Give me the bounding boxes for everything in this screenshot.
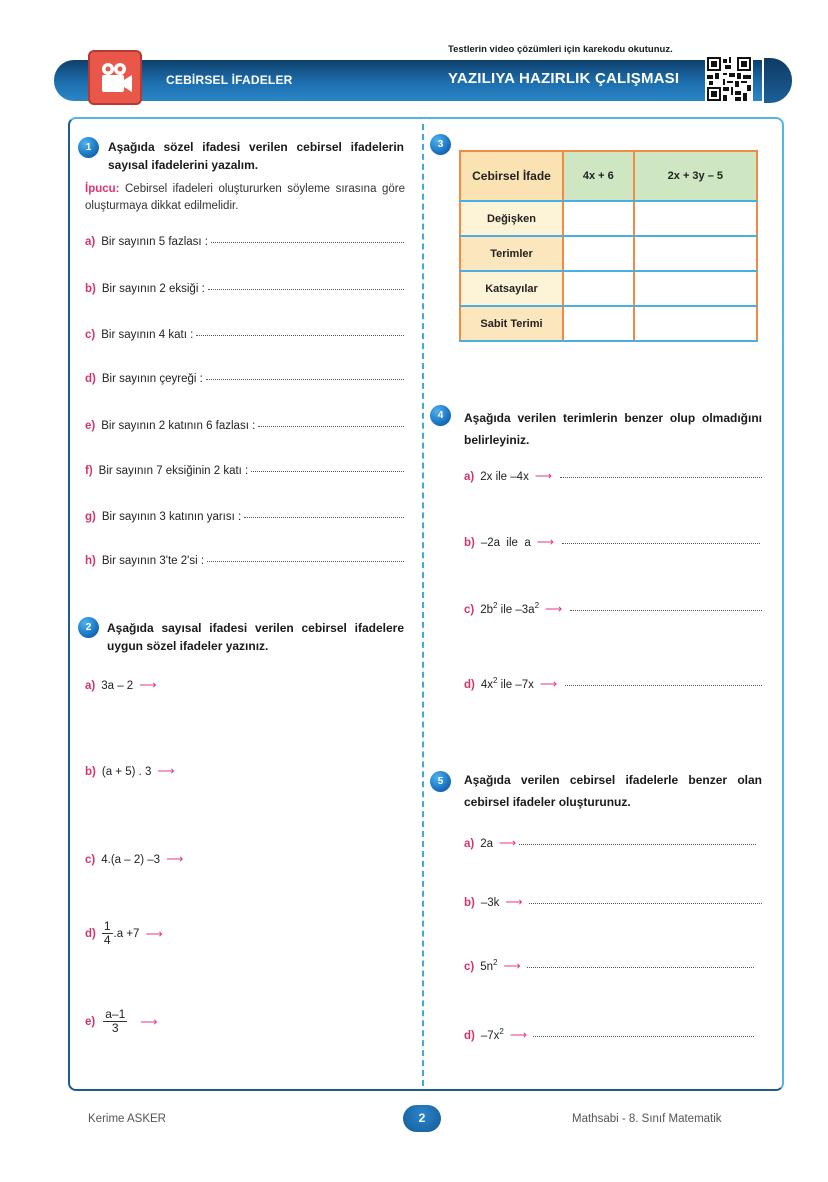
answer-blank[interactable] — [519, 844, 756, 845]
arrow-right-icon: ⟶ — [536, 535, 554, 549]
answer-line[interactable] — [85, 236, 404, 248]
answer-line[interactable] — [464, 836, 756, 850]
worksheet-title: YAZILIYA HAZIRLIK ÇALIŞMASI — [448, 70, 680, 87]
answer-line[interactable] — [85, 511, 404, 523]
author-name: Kerime ASKER — [88, 1113, 166, 1125]
item-label: g) — [85, 511, 96, 523]
question-number-badge: 5 — [430, 771, 451, 792]
item-label: f) — [85, 465, 93, 477]
item-label: c) — [464, 960, 475, 973]
answer-blank[interactable] — [565, 685, 762, 686]
answer-blank[interactable] — [244, 517, 404, 518]
table-answer-cell[interactable] — [563, 201, 634, 236]
answer-line[interactable] — [85, 373, 404, 385]
section-title: CEBİRSEL İFADELER — [166, 73, 293, 87]
arrow-right-icon: ⟶ — [499, 836, 517, 850]
answer-blank[interactable] — [251, 471, 404, 472]
hint-box — [85, 181, 405, 215]
item-label: c) — [464, 603, 475, 616]
item-label: a) — [85, 236, 96, 248]
arrow-right-icon: ⟶ — [505, 895, 523, 909]
arrow-right-icon: ⟶ — [157, 764, 175, 778]
algebra-table — [459, 150, 758, 342]
question-number-badge: 4 — [430, 405, 451, 426]
question-number-badge: 2 — [78, 617, 99, 638]
item-label: d) — [464, 678, 475, 691]
table-answer-cell[interactable] — [563, 236, 634, 271]
answer-blank[interactable] — [208, 289, 404, 290]
answer-line[interactable] — [85, 465, 404, 477]
expression: (a + 5) . 3 — [101, 766, 152, 778]
item-label: d) — [464, 1029, 475, 1042]
question-4-prompt: Aşağıda verilen terimlerin benzer olup olmadığını belirleyiniz. — [464, 411, 762, 447]
expression: 3a – 2 — [101, 680, 134, 692]
table-answer-cell[interactable] — [563, 306, 634, 341]
item-label: d) — [85, 373, 96, 385]
table-answer-cell[interactable] — [634, 271, 757, 306]
expression: $5n^2$ — [480, 958, 498, 973]
answer-line[interactable] — [464, 676, 762, 691]
table-answer-cell[interactable] — [634, 201, 757, 236]
item-label: a) — [464, 471, 475, 483]
item-label: a) — [464, 838, 475, 850]
arrow-right-icon: ⟶ — [503, 958, 521, 973]
item-label: e) — [85, 1015, 96, 1028]
header-banner-cap — [764, 58, 792, 103]
answer-blank[interactable] — [206, 379, 404, 380]
answer-line[interactable] — [464, 601, 762, 616]
item-label: c) — [85, 854, 96, 866]
hint-label: İpucu: — [85, 183, 120, 195]
answer-blank[interactable] — [211, 242, 404, 243]
arrow-right-icon: ⟶ — [534, 469, 553, 483]
expression-item — [85, 920, 163, 947]
expression: .a +7 — [113, 927, 140, 940]
arrow-right-icon: ⟶ — [140, 1014, 158, 1029]
expression: 2x ile –4x — [480, 471, 529, 483]
item-label: a) — [85, 680, 96, 692]
table-row-header: Katsayılar — [460, 271, 563, 306]
answer-line[interactable] — [85, 555, 404, 567]
item-label: e) — [85, 420, 96, 432]
answer-blank[interactable] — [527, 967, 754, 968]
item-label: h) — [85, 555, 96, 567]
item-text: Bir sayının 3 katının yarısı : — [101, 511, 242, 523]
expression: $2b^2$ ile $-3a^2$ — [480, 601, 540, 616]
table-answer-cell[interactable] — [634, 236, 757, 271]
qr-code-icon[interactable] — [705, 55, 753, 103]
series-title: Mathsabi - 8. Sınıf Matematik — [572, 1113, 722, 1125]
item-text: Bir sayının 2 eksiği : — [101, 283, 205, 295]
item-label: b) — [85, 283, 96, 295]
table-corner-header: Cebirsel İfade — [460, 151, 563, 201]
answer-blank[interactable] — [258, 426, 404, 427]
expression: $4x^2$ ile –7x — [480, 676, 534, 691]
expression-item — [85, 678, 156, 692]
expression: 2a — [480, 838, 494, 850]
answer-line[interactable] — [464, 1027, 754, 1042]
table-column-header: 2x + 3y – 5 — [634, 151, 757, 201]
item-label: b) — [464, 897, 475, 909]
expression: 4.(a – 2) –3 — [101, 854, 161, 866]
table-answer-cell[interactable] — [563, 271, 634, 306]
answer-blank[interactable] — [207, 561, 404, 562]
item-label: c) — [85, 329, 96, 341]
question-1-prompt: Aşağıda sözel ifadesi verilen cebirsel ifadelerin sayısal ifadelerini yazalım. — [108, 140, 404, 172]
item-label: b) — [85, 766, 96, 778]
arrow-right-icon: ⟶ — [139, 678, 157, 692]
expression: –2a ile a — [480, 537, 531, 549]
answer-blank[interactable] — [529, 903, 762, 904]
item-text: Bir sayının 7 eksiğinin 2 katı : — [98, 465, 249, 477]
item-text: Bir sayının 3'te 2'si : — [101, 555, 205, 567]
table-row-header: Terimler — [460, 236, 563, 271]
expression-item — [85, 764, 175, 778]
question-5-prompt: Aşağıda verilen cebirsel ifadelerle benzer olan cebirsel ifadeler oluşturunuz. — [464, 773, 762, 809]
expression-item — [85, 852, 183, 866]
arrow-right-icon: ⟶ — [539, 676, 558, 691]
video-camera-icon — [88, 50, 142, 105]
expression: $-7x^2$ — [480, 1027, 504, 1042]
item-label: b) — [464, 537, 475, 549]
answer-line[interactable] — [464, 535, 760, 549]
table-row-header: Değişken — [460, 201, 563, 236]
arrow-right-icon: ⟶ — [509, 1027, 528, 1042]
expression: –3k — [480, 897, 500, 909]
page-number: 2 — [403, 1105, 441, 1132]
question-number-badge: 1 — [78, 137, 99, 158]
answer-line[interactable] — [464, 469, 762, 483]
table-answer-cell[interactable] — [634, 306, 757, 341]
table-row-header: Sabit Terimi — [460, 306, 563, 341]
question-2-prompt: Aşağıda sayısal ifadesi verilen cebirsel ifadelere uygun sözel ifadeler yazınız. — [107, 621, 404, 653]
column-divider — [422, 124, 424, 1086]
table-column-header: 4x + 6 — [563, 151, 634, 201]
answer-line[interactable] — [464, 895, 762, 909]
answer-line[interactable] — [464, 958, 754, 973]
answer-line[interactable] — [85, 420, 404, 432]
answer-blank[interactable] — [562, 543, 760, 544]
fraction: $\frac{a-1}{3}$ — [105, 1007, 126, 1035]
item-text: Bir sayının 4 katı : — [101, 329, 194, 341]
answer-blank[interactable] — [560, 477, 762, 478]
answer-blank[interactable] — [533, 1036, 754, 1037]
answer-blank[interactable] — [570, 610, 762, 611]
hint-text: Cebirsel ifadeleri oluştururken söyleme sırasına göre oluşturmaya dikkat edilmelidir. — [85, 183, 405, 212]
item-label: d) — [85, 927, 96, 940]
answer-line[interactable] — [85, 283, 404, 295]
arrow-right-icon: ⟶ — [166, 852, 184, 866]
item-text: Bir sayının çeyreği : — [101, 373, 203, 385]
arrow-right-icon: ⟶ — [145, 926, 163, 941]
expression-item — [85, 1008, 157, 1035]
question-number-badge: 3 — [430, 134, 451, 155]
arrow-right-icon: ⟶ — [545, 601, 563, 616]
item-text: Bir sayının 5 fazlası : — [101, 236, 208, 248]
fraction: $\frac{1}{4}$ — [103, 919, 111, 947]
answer-line[interactable] — [85, 329, 404, 341]
answer-blank[interactable] — [196, 335, 404, 336]
qr-instruction: Testlerin video çözümleri için karekodu okutunuz. — [448, 44, 673, 55]
item-text: Bir sayının 2 katının 6 fazlası : — [101, 420, 256, 432]
